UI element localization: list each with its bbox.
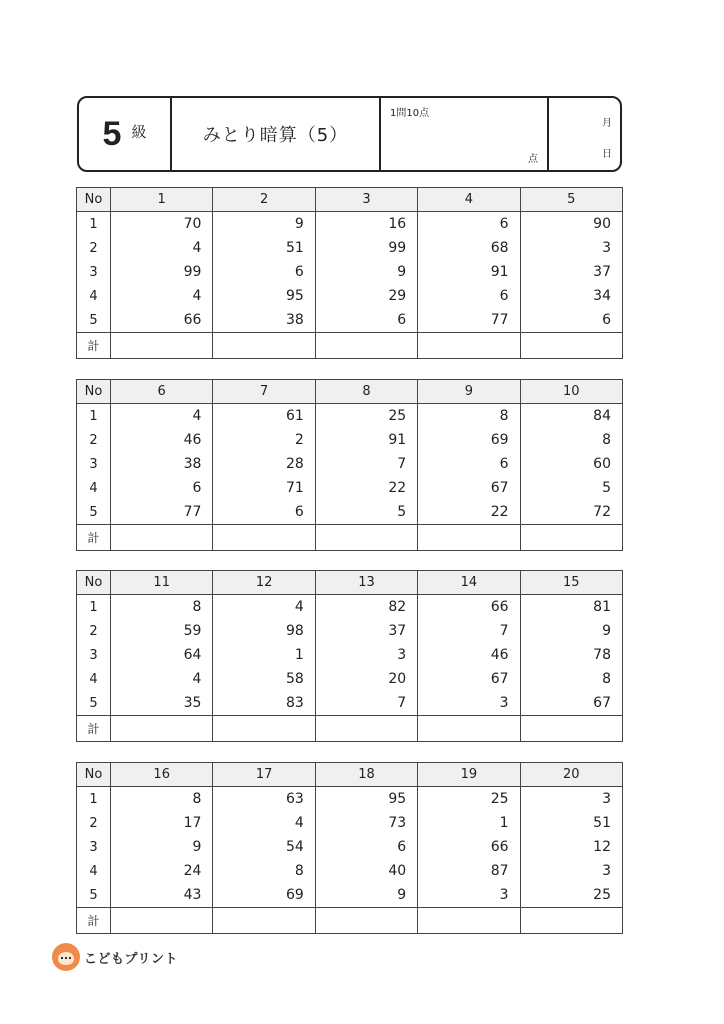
number-cell: 95 bbox=[213, 284, 315, 308]
answer-cell[interactable] bbox=[315, 333, 417, 359]
worksheet-header bbox=[77, 96, 622, 172]
answer-cell[interactable] bbox=[418, 333, 520, 359]
number-cell: 63 bbox=[213, 787, 315, 812]
number-cell: 25 bbox=[418, 787, 520, 812]
problem-number-header: 6 bbox=[111, 380, 213, 404]
score-note: 1問10点 bbox=[390, 108, 430, 119]
number-cell: 83 bbox=[213, 691, 315, 716]
row-number: 3 bbox=[77, 452, 111, 476]
answer-cell[interactable] bbox=[213, 716, 315, 742]
answer-cell[interactable] bbox=[520, 525, 622, 551]
answer-cell[interactable] bbox=[520, 333, 622, 359]
problem-number-header: 16 bbox=[111, 763, 213, 787]
number-cell: 16 bbox=[315, 212, 417, 237]
answer-cell[interactable] bbox=[520, 908, 622, 934]
number-cell: 69 bbox=[418, 428, 520, 452]
number-cell: 6 bbox=[111, 476, 213, 500]
table-row bbox=[77, 284, 623, 308]
number-cell: 7 bbox=[315, 691, 417, 716]
number-cell: 69 bbox=[213, 883, 315, 908]
problem-number-header: 2 bbox=[213, 188, 315, 212]
table-row bbox=[77, 667, 623, 691]
number-cell: 66 bbox=[418, 835, 520, 859]
table-row bbox=[77, 859, 623, 883]
number-cell: 67 bbox=[520, 691, 622, 716]
number-cell: 51 bbox=[520, 811, 622, 835]
header-row bbox=[77, 763, 623, 787]
number-cell: 8 bbox=[520, 428, 622, 452]
total-label: 計 bbox=[77, 716, 111, 742]
number-cell: 46 bbox=[111, 428, 213, 452]
row-number: 4 bbox=[77, 476, 111, 500]
number-cell: 4 bbox=[213, 595, 315, 620]
column-header-no: No bbox=[77, 763, 111, 787]
number-cell: 4 bbox=[111, 284, 213, 308]
number-cell: 25 bbox=[520, 883, 622, 908]
answer-cell[interactable] bbox=[315, 525, 417, 551]
problem-table-2 bbox=[76, 379, 623, 551]
answer-cell[interactable] bbox=[111, 333, 213, 359]
row-number: 4 bbox=[77, 667, 111, 691]
number-cell: 84 bbox=[520, 404, 622, 429]
number-cell: 99 bbox=[111, 260, 213, 284]
number-cell: 7 bbox=[418, 619, 520, 643]
number-cell: 58 bbox=[213, 667, 315, 691]
row-number: 3 bbox=[77, 260, 111, 284]
problem-number-header: 9 bbox=[418, 380, 520, 404]
problem-table-1 bbox=[76, 187, 623, 359]
answer-cell[interactable] bbox=[520, 716, 622, 742]
problem-number-header: 4 bbox=[418, 188, 520, 212]
total-label: 計 bbox=[77, 333, 111, 359]
table-row bbox=[77, 811, 623, 835]
row-number: 4 bbox=[77, 284, 111, 308]
number-cell: 20 bbox=[315, 667, 417, 691]
row-number: 5 bbox=[77, 691, 111, 716]
row-number: 3 bbox=[77, 835, 111, 859]
problem-number-header: 17 bbox=[213, 763, 315, 787]
table-row bbox=[77, 835, 623, 859]
number-cell: 73 bbox=[315, 811, 417, 835]
total-label: 計 bbox=[77, 908, 111, 934]
table-row bbox=[77, 595, 623, 620]
number-cell: 22 bbox=[418, 500, 520, 525]
problem-number-header: 3 bbox=[315, 188, 417, 212]
row-number: 1 bbox=[77, 595, 111, 620]
number-cell: 51 bbox=[213, 236, 315, 260]
number-cell: 8 bbox=[520, 667, 622, 691]
problem-number-header: 18 bbox=[315, 763, 417, 787]
answer-cell[interactable] bbox=[213, 908, 315, 934]
number-cell: 3 bbox=[520, 236, 622, 260]
header-row bbox=[77, 571, 623, 595]
month-label: 月 bbox=[602, 118, 612, 129]
column-header-no: No bbox=[77, 380, 111, 404]
number-cell: 8 bbox=[111, 595, 213, 620]
number-cell: 61 bbox=[213, 404, 315, 429]
number-cell: 6 bbox=[520, 308, 622, 333]
table-row bbox=[77, 212, 623, 237]
table-row bbox=[77, 883, 623, 908]
number-cell: 87 bbox=[418, 859, 520, 883]
number-cell: 67 bbox=[418, 667, 520, 691]
number-cell: 98 bbox=[213, 619, 315, 643]
problem-number-header: 7 bbox=[213, 380, 315, 404]
table-row bbox=[77, 236, 623, 260]
number-cell: 8 bbox=[111, 787, 213, 812]
number-cell: 78 bbox=[520, 643, 622, 667]
problem-number-header: 15 bbox=[520, 571, 622, 595]
table-row bbox=[77, 476, 623, 500]
number-cell: 66 bbox=[418, 595, 520, 620]
number-cell: 95 bbox=[315, 787, 417, 812]
number-cell: 64 bbox=[111, 643, 213, 667]
number-cell: 9 bbox=[315, 883, 417, 908]
problem-number-header: 19 bbox=[418, 763, 520, 787]
table-row bbox=[77, 691, 623, 716]
table-row bbox=[77, 787, 623, 812]
number-cell: 77 bbox=[418, 308, 520, 333]
number-cell: 68 bbox=[418, 236, 520, 260]
answer-cell[interactable] bbox=[213, 333, 315, 359]
answer-cell[interactable] bbox=[111, 525, 213, 551]
table-row bbox=[77, 452, 623, 476]
cat-face-icon bbox=[52, 943, 80, 971]
row-number: 5 bbox=[77, 883, 111, 908]
number-cell: 25 bbox=[315, 404, 417, 429]
number-cell: 8 bbox=[418, 404, 520, 429]
number-cell: 6 bbox=[418, 212, 520, 237]
number-cell: 4 bbox=[111, 236, 213, 260]
number-cell: 9 bbox=[213, 212, 315, 237]
number-cell: 67 bbox=[418, 476, 520, 500]
problem-number-header: 8 bbox=[315, 380, 417, 404]
total-row bbox=[77, 525, 623, 551]
number-cell: 46 bbox=[418, 643, 520, 667]
problem-number-header: 20 bbox=[520, 763, 622, 787]
answer-cell[interactable] bbox=[213, 525, 315, 551]
number-cell: 4 bbox=[111, 404, 213, 429]
column-header-no: No bbox=[77, 188, 111, 212]
number-cell: 1 bbox=[418, 811, 520, 835]
problem-number-header: 10 bbox=[520, 380, 622, 404]
problem-number-header: 5 bbox=[520, 188, 622, 212]
day-label: 日 bbox=[602, 149, 612, 160]
number-cell: 4 bbox=[111, 667, 213, 691]
number-cell: 9 bbox=[520, 619, 622, 643]
number-cell: 6 bbox=[315, 835, 417, 859]
column-header-no: No bbox=[77, 571, 111, 595]
answer-cell[interactable] bbox=[111, 908, 213, 934]
number-cell: 38 bbox=[111, 452, 213, 476]
number-cell: 82 bbox=[315, 595, 417, 620]
row-number: 2 bbox=[77, 619, 111, 643]
number-cell: 5 bbox=[520, 476, 622, 500]
total-row bbox=[77, 716, 623, 742]
row-number: 2 bbox=[77, 428, 111, 452]
number-cell: 2 bbox=[213, 428, 315, 452]
row-number: 2 bbox=[77, 236, 111, 260]
number-cell: 7 bbox=[315, 452, 417, 476]
number-cell: 29 bbox=[315, 284, 417, 308]
number-cell: 90 bbox=[520, 212, 622, 237]
grade-unit: 級 bbox=[131, 122, 147, 141]
total-label: 計 bbox=[77, 525, 111, 551]
number-cell: 24 bbox=[111, 859, 213, 883]
number-cell: 3 bbox=[520, 859, 622, 883]
number-cell: 8 bbox=[213, 859, 315, 883]
answer-cell[interactable] bbox=[418, 525, 520, 551]
number-cell: 1 bbox=[213, 643, 315, 667]
table-row bbox=[77, 643, 623, 667]
number-cell: 28 bbox=[213, 452, 315, 476]
grade-number: 5 bbox=[102, 114, 122, 153]
number-cell: 35 bbox=[111, 691, 213, 716]
number-cell: 37 bbox=[315, 619, 417, 643]
number-cell: 81 bbox=[520, 595, 622, 620]
answer-cell[interactable] bbox=[315, 716, 417, 742]
number-cell: 6 bbox=[315, 308, 417, 333]
number-cell: 9 bbox=[111, 835, 213, 859]
header-row bbox=[77, 188, 623, 212]
table-row bbox=[77, 308, 623, 333]
number-cell: 37 bbox=[520, 260, 622, 284]
number-cell: 6 bbox=[213, 260, 315, 284]
table-row bbox=[77, 619, 623, 643]
row-number: 4 bbox=[77, 859, 111, 883]
number-cell: 66 bbox=[111, 308, 213, 333]
row-number: 5 bbox=[77, 308, 111, 333]
row-number: 1 bbox=[77, 404, 111, 429]
problem-number-header: 13 bbox=[315, 571, 417, 595]
number-cell: 6 bbox=[418, 284, 520, 308]
number-cell: 38 bbox=[213, 308, 315, 333]
number-cell: 59 bbox=[111, 619, 213, 643]
number-cell: 54 bbox=[213, 835, 315, 859]
number-cell: 3 bbox=[418, 691, 520, 716]
answer-cell[interactable] bbox=[418, 716, 520, 742]
number-cell: 91 bbox=[315, 428, 417, 452]
row-number: 1 bbox=[77, 212, 111, 237]
problem-number-header: 1 bbox=[111, 188, 213, 212]
number-cell: 60 bbox=[520, 452, 622, 476]
number-cell: 17 bbox=[111, 811, 213, 835]
header-row bbox=[77, 380, 623, 404]
table-row bbox=[77, 500, 623, 525]
answer-cell[interactable] bbox=[315, 908, 417, 934]
answer-cell[interactable] bbox=[418, 908, 520, 934]
number-cell: 91 bbox=[418, 260, 520, 284]
table-row bbox=[77, 260, 623, 284]
problem-number-header: 12 bbox=[213, 571, 315, 595]
problem-number-header: 14 bbox=[418, 571, 520, 595]
number-cell: 3 bbox=[315, 643, 417, 667]
number-cell: 22 bbox=[315, 476, 417, 500]
answer-cell[interactable] bbox=[111, 716, 213, 742]
problem-table-4 bbox=[76, 762, 623, 934]
number-cell: 9 bbox=[315, 260, 417, 284]
number-cell: 5 bbox=[315, 500, 417, 525]
number-cell: 6 bbox=[418, 452, 520, 476]
problem-table-3 bbox=[76, 570, 623, 742]
number-cell: 4 bbox=[213, 811, 315, 835]
total-row bbox=[77, 333, 623, 359]
number-cell: 77 bbox=[111, 500, 213, 525]
number-cell: 43 bbox=[111, 883, 213, 908]
row-number: 3 bbox=[77, 643, 111, 667]
number-cell: 3 bbox=[520, 787, 622, 812]
number-cell: 71 bbox=[213, 476, 315, 500]
number-cell: 12 bbox=[520, 835, 622, 859]
brand-name: こどもプリント bbox=[84, 951, 178, 967]
row-number: 1 bbox=[77, 787, 111, 812]
row-number: 5 bbox=[77, 500, 111, 525]
table-row bbox=[77, 428, 623, 452]
table-row bbox=[77, 404, 623, 429]
number-cell: 99 bbox=[315, 236, 417, 260]
number-cell: 70 bbox=[111, 212, 213, 237]
number-cell: 3 bbox=[418, 883, 520, 908]
problem-number-header: 11 bbox=[111, 571, 213, 595]
total-row bbox=[77, 908, 623, 934]
date-box[interactable] bbox=[549, 98, 620, 170]
score-unit: 点 bbox=[528, 154, 538, 165]
number-cell: 34 bbox=[520, 284, 622, 308]
number-cell: 6 bbox=[213, 500, 315, 525]
number-cell: 72 bbox=[520, 500, 622, 525]
brand bbox=[52, 943, 178, 971]
grade-box bbox=[79, 98, 172, 170]
worksheet-title: みとり暗算（5） bbox=[172, 98, 381, 170]
row-number: 2 bbox=[77, 811, 111, 835]
number-cell: 40 bbox=[315, 859, 417, 883]
score-box[interactable] bbox=[381, 98, 549, 170]
